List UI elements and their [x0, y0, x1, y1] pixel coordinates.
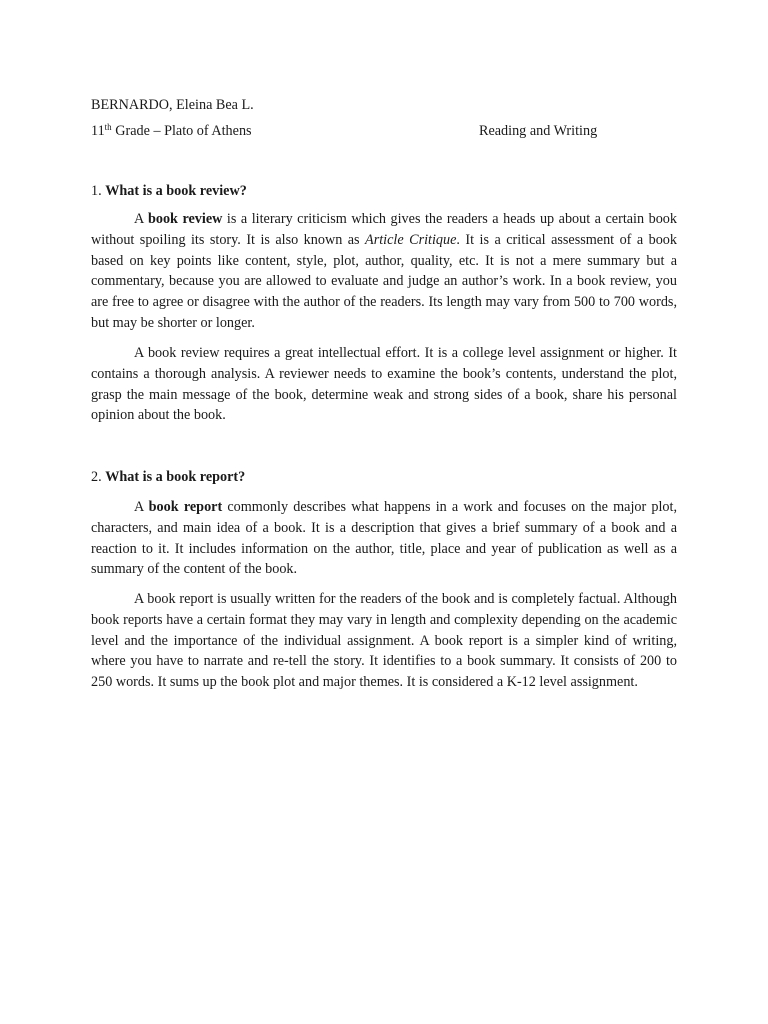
- paragraph-1-1-text-b: . It is a critical assessment of a book based on key points like content, style, plot, author, quality, etc. It is not a mere summary but a commentary, because you are allowed to evaluate and judge an author’s work. In a book review, you are free to agree or disagree with the author of the readers. Its length may vary from 500 to 700 words, but may be shorter or longer.: [91, 231, 677, 331]
- question-2-number: 2.: [91, 469, 106, 485]
- paragraph-2-1-text: commonly describes what happens in a work and focuses on the major plot, characters, and main idea of a book. It is a description that gives a brief summary of a book and a reaction to it. It includes information on the author, title, place and year of publication as well as a summary of the content of the book.: [91, 499, 678, 578]
- question-1-number: 1.: [91, 183, 106, 199]
- question-1: [91, 182, 247, 200]
- paragraph-1-1-lead: A: [134, 211, 148, 227]
- question-1-text: What is a book review?: [105, 183, 247, 199]
- paragraph-1-1-text-a: is a literary criticism which gives the readers a heads up about a certain book without spoiling its story. It is also known as: [91, 211, 677, 248]
- term-book-review: book review: [147, 211, 223, 227]
- question-2-text: What is a book report?: [105, 469, 246, 485]
- grade-number: 11: [91, 123, 105, 139]
- student-name: BERNARDO, Eleina Bea L.: [91, 97, 254, 113]
- paragraph-2-2: A book report is usually written for the readers of the book and is completely factual. Although book reports have a certain format they may vary in length and complexity depending on the academic level and the importance of the individual assignment. A book report is a simpler kind of writing, where you have to narrate and re-tell the story. It identifies to a book summary. It consists of 200 to 250 words. It sums up the book plot and major themes. It is considered a K-12 level assignment.: [91, 591, 677, 691]
- paragraph-2-1: [91, 497, 677, 580]
- grade-section: [91, 122, 252, 140]
- grade-suffix: th: [104, 122, 112, 132]
- question-2: [91, 468, 245, 486]
- grade-text: Grade – Plato of Athens: [111, 123, 252, 139]
- paragraph-2-1-lead: A: [134, 499, 149, 515]
- subject-label: Reading and Writing: [479, 123, 598, 139]
- term-article-critique: Article Critique: [365, 231, 457, 248]
- paragraph-1-1: [91, 209, 677, 334]
- paragraph-1-2: A book review requires a great intellectual effort. It is a college level assignment or higher. It contains a thorough analysis. A reviewer needs to examine the book’s contents, understand the plot, grasp the main message of the book, determine weak and strong sides of a book, share his personal opinion about the book.: [91, 345, 677, 424]
- term-book-report: book report: [148, 499, 223, 515]
